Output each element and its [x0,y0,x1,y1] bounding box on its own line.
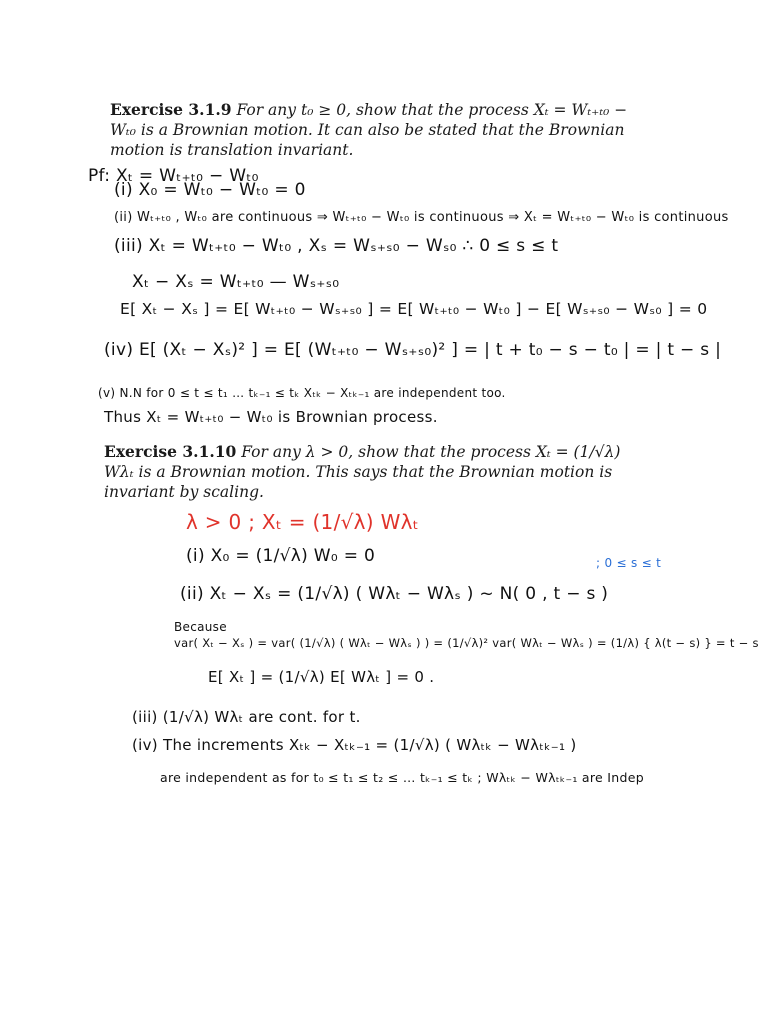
exercise-heading: Exercise 3.1.9 [110,100,232,119]
proof-line-difference: Xₜ − Xₛ = Wₜ₊ₜ₀ — Wₛ₊ₛ₀ [132,272,340,292]
proof2-independence: are independent as for t₀ ≤ t₁ ≤ t₂ ≤ … tₖ₋₁ ≤ tₖ ; Wλₜₖ − Wλₜₖ₋₁ are Indep [160,770,644,785]
proof-line-iii: (iii) Xₜ = Wₜ₊ₜ₀ − Wₜ₀ , Xₛ = Wₛ₊ₛ₀ − Wₛ₀ ∴ 0 ≤ s ≤ t [114,236,559,256]
proof2-setup: λ > 0 ; Xₜ = (1/√λ) Wλₜ [186,510,419,534]
proof-line-expectation: E[ Xₜ − Xₛ ] = E[ Wₜ₊ₜ₀ − Wₛ₊ₛ₀ ] = E[ Wₜ₊ₜ₀ − Wₜ₀ ] − E[ Wₛ₊ₛ₀ − Wₛ₀ ] = 0 [120,300,708,318]
proof2-because: Because [174,620,227,634]
exercise-heading: Exercise 3.1.10 [104,442,237,461]
proof-line-v: (v) N.N for 0 ≤ t ≤ t₁ … tₖ₋₁ ≤ tₖ Xₜₖ − Xₜₖ₋₁ are independent too. [98,386,506,400]
exercise-statement: For any λ > 0, show that the process Xₜ = (1/√λ) Wλₜ is a Brownian motion. This says that the Brownian motion is invariant by scaling. [104,443,621,501]
proof-line-definition: Pf: Xₜ = Wₜ₊ₜ₀ − Wₜ₀ [88,166,259,186]
exercise-statement: For any t₀ ≥ 0, show that the process Xₜ = Wₜ₊ₜ₀ − Wₜ₀ is a Brownian motion. It can also be stated that the Brownian motion is translation invariant. [110,101,628,159]
proof2-line-ii: (ii) Xₜ − Xₛ = (1/√λ) ( Wλₜ − Wλₛ ) ~ N( 0 , t − s ) [180,584,609,604]
proof2-line-iii: (iii) (1/√λ) Wλₜ are cont. for t. [132,708,361,726]
proof2-variance: var( Xₜ − Xₛ ) = var( (1/√λ) ( Wλₜ − Wλₛ ) ) = (1/√λ)² var( Wλₜ − Wλₛ ) = (1/λ) { λ(t − s) } = t − s [174,636,759,650]
proof2-range-note: ; 0 ≤ s ≤ t [596,556,662,570]
proof2-expectation: E[ Xₜ ] = (1/√λ) E[ Wλₜ ] = 0 . [208,668,435,686]
exercise-3-1-9 [110,100,650,160]
proof-line-conclusion: Thus Xₜ = Wₜ₊ₜ₀ − Wₜ₀ is Brownian process. [104,408,438,426]
exercise-3-1-10 [104,442,652,502]
proof2-line-i: (i) X₀ = (1/√λ) W₀ = 0 [186,546,376,566]
proof-line-ii: (ii) Wₜ₊ₜ₀ , Wₜ₀ are continuous ⇒ Wₜ₊ₜ₀ − Wₜ₀ is continuous ⇒ Xₜ = Wₜ₊ₜ₀ − Wₜ₀ is continuous [114,210,729,225]
proof-line-iv: (iv) E[ (Xₜ − Xₛ)² ] = E[ (Wₜ₊ₜ₀ − Wₛ₊ₛ₀)² ] = | t + t₀ − s − t₀ | = | t − s | [104,340,722,360]
proof2-line-iv: (iv) The increments Xₜₖ − Xₜₖ₋₁ = (1/√λ) ( Wλₜₖ − Wλₜₖ₋₁ ) [132,736,577,754]
proof-line-i: (i) X₀ = Wₜ₀ − Wₜ₀ = 0 [114,180,306,200]
